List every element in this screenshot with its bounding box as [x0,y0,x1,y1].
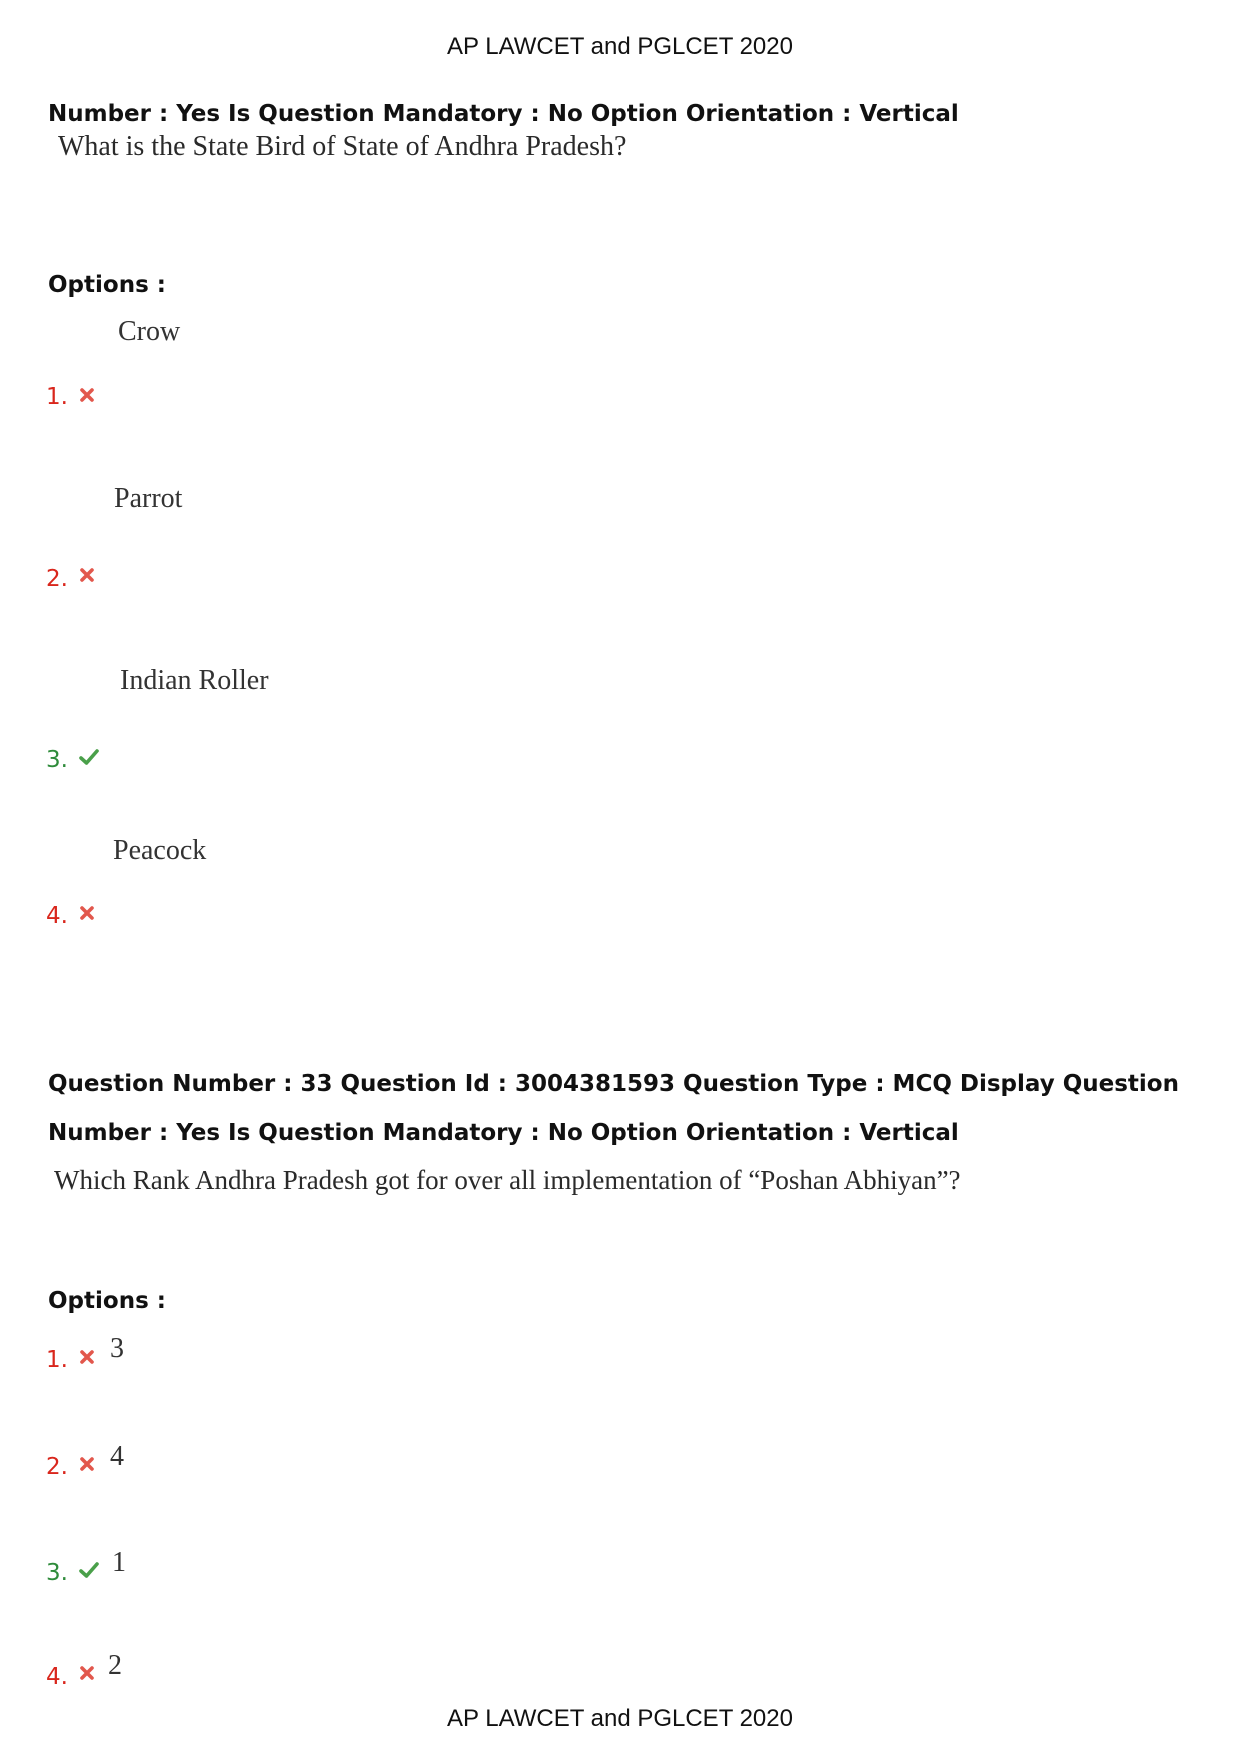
options-label: Options : [48,1288,166,1314]
option-2-number: 2. [46,566,68,592]
wrong-cross-icon [78,386,96,404]
option-3-english: 1 [112,1547,126,1578]
page-header: AP LAWCET and PGLCET 2020 [447,33,793,60]
question-text-english: Which Rank Andhra Pradesh got for over all implementation of “Poshan Abhiyan”? [54,1165,961,1195]
wrong-cross-icon [78,1455,96,1473]
wrong-cross-icon [78,1664,96,1682]
option-4-english: 2 [108,1650,122,1681]
wrong-cross-icon [78,904,96,922]
option-4-english: Peacock [113,835,207,866]
option-1-english: Crow [118,316,181,347]
wrong-cross-icon [78,566,96,584]
option-3-english: Indian Roller [120,665,269,696]
option-1-english: 3 [110,1333,124,1364]
option-2-english: 4 [110,1441,124,1472]
option-4-number: 4. [46,903,68,929]
option-2-number: 2. [46,1454,68,1480]
question-meta-line: Number : Yes Is Question Mandatory : No Option Orientation : Vertical [48,1120,959,1146]
option-4-number: 4. [46,1664,68,1690]
question-meta-line: Number : Yes Is Question Mandatory : No Option Orientation : Vertical [48,101,959,127]
page-footer: AP LAWCET and PGLCET 2020 [447,1705,793,1732]
wrong-cross-icon [78,1348,96,1366]
correct-check-icon [78,748,100,766]
options-label: Options : [48,272,166,298]
question-text-english: What is the State Bird of State of Andhra Pradesh? [58,131,627,162]
option-1-number: 1. [46,1347,68,1373]
option-2-english: Parrot [114,483,183,514]
option-1-number: 1. [46,384,68,410]
option-3-number: 3. [46,1560,68,1586]
correct-check-icon [78,1561,100,1579]
question-meta-line: Question Number : 33 Question Id : 3004381593 Question Type : MCQ Display Question [48,1071,1179,1097]
option-3-number: 3. [46,747,68,773]
